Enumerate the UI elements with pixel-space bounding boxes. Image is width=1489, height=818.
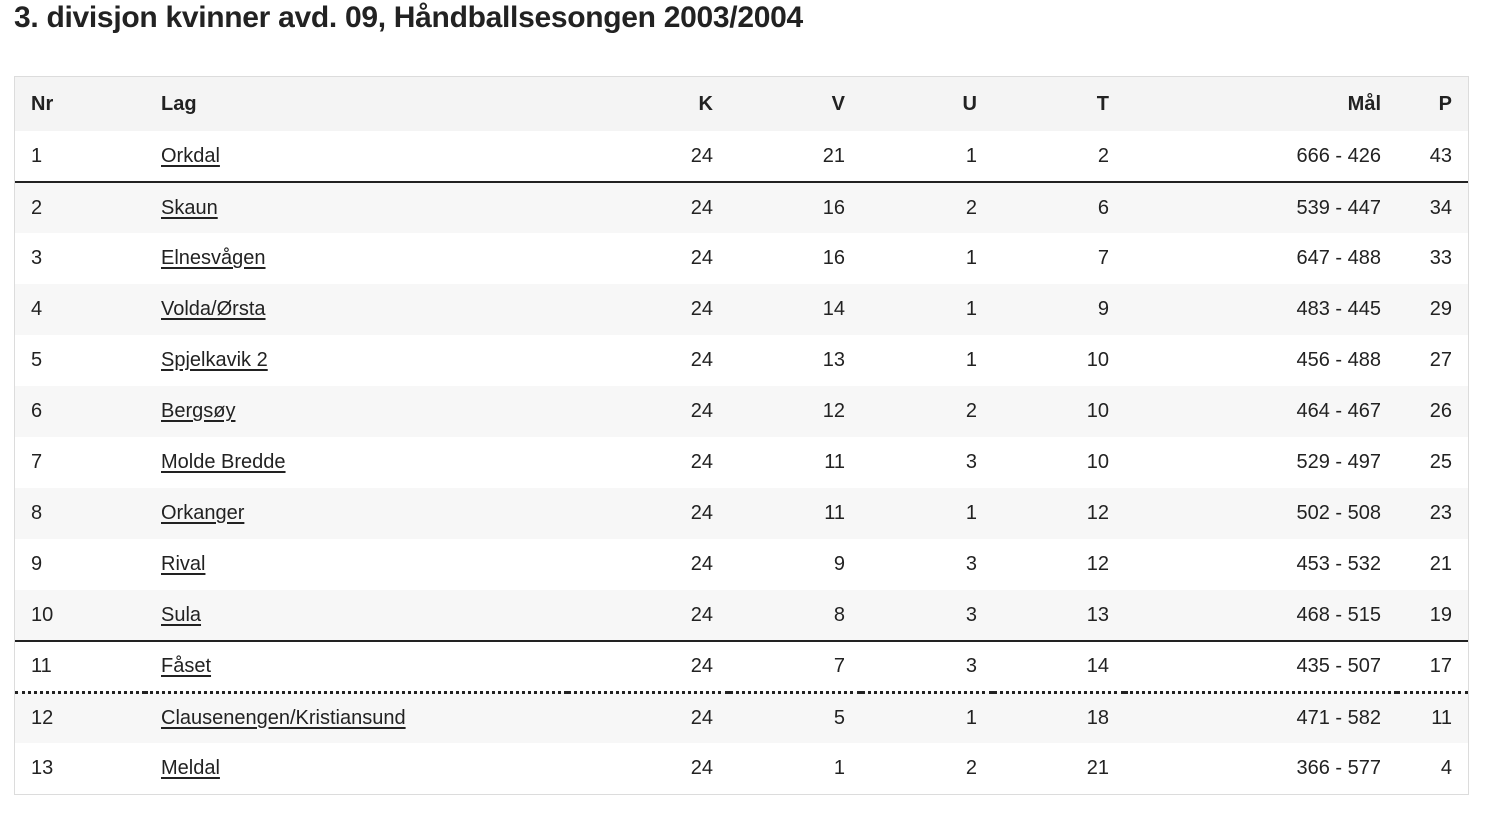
cell-u: 3	[861, 641, 993, 692]
cell-v: 7	[729, 641, 861, 692]
header-lag: Lag	[161, 92, 197, 115]
cell-mal: 453 - 532	[1296, 553, 1381, 575]
cell-nr: 5	[31, 349, 43, 371]
cell-nr: 11	[15, 641, 145, 692]
team-link[interactable]: Orkanger	[161, 502, 245, 524]
table-row	[15, 131, 1468, 182]
cell-mal: 468 - 515	[1125, 590, 1397, 641]
table-row	[15, 386, 1468, 437]
table-row	[15, 182, 1468, 233]
cell-u: 1	[965, 298, 977, 320]
cell-lag	[145, 131, 567, 182]
cell-k: 24	[690, 553, 713, 575]
header-p: P	[1438, 92, 1452, 115]
cell-t: 13	[993, 590, 1125, 641]
cell-k: 24	[690, 400, 713, 422]
cell-k: 24	[690, 451, 713, 473]
cell-v: 11	[824, 502, 845, 524]
cell-k: 24	[690, 706, 713, 729]
cell-k: 24	[567, 590, 729, 641]
cell-p: 17	[1397, 641, 1468, 692]
team-link[interactable]: Meldal	[161, 757, 220, 779]
cell-k: 24	[567, 641, 729, 692]
cell-nr: 2	[31, 196, 43, 219]
team-link[interactable]: Orkdal	[161, 144, 220, 167]
cell-t: 2	[993, 131, 1125, 182]
cell-p: 34	[1429, 196, 1452, 219]
cell-u: 2	[965, 196, 977, 219]
cell-lag	[145, 692, 567, 743]
cell-mal: 539 - 447	[1296, 196, 1381, 219]
cell-u: 3	[965, 553, 977, 575]
cell-p: 33	[1429, 247, 1452, 269]
cell-k: 24	[567, 131, 729, 182]
cell-lag	[145, 743, 567, 794]
header-k: K	[698, 92, 713, 115]
table-row	[15, 437, 1468, 488]
cell-v: 12	[822, 400, 845, 422]
cell-t: 10	[1086, 400, 1109, 422]
cell-p: 26	[1429, 400, 1452, 422]
cell-mal: 366 - 577	[1296, 757, 1381, 779]
cell-lag	[145, 539, 567, 590]
cell-mal: 464 - 467	[1296, 400, 1381, 422]
cell-nr: 3	[31, 247, 43, 269]
cell-nr: 12	[31, 706, 54, 729]
cell-mal: 435 - 507	[1125, 641, 1397, 692]
header-nr: Nr	[31, 92, 54, 115]
cell-lag	[145, 437, 567, 488]
table-header-row	[15, 77, 1468, 131]
cell-t: 12	[1086, 553, 1109, 575]
team-link[interactable]: Fåset	[161, 654, 212, 677]
cell-p: 43	[1397, 131, 1468, 182]
cell-nr: 7	[31, 451, 43, 473]
cell-v: 5	[833, 706, 845, 729]
table-row	[15, 743, 1468, 794]
table-row	[15, 692, 1468, 743]
cell-lag	[145, 641, 567, 692]
cell-lag	[145, 182, 567, 233]
cell-k: 24	[690, 298, 713, 320]
cell-lag	[145, 488, 567, 539]
team-link[interactable]: Sula	[161, 603, 202, 626]
cell-k: 24	[690, 196, 713, 219]
cell-t: 7	[1097, 247, 1109, 269]
cell-nr: 4	[31, 298, 43, 320]
table-row	[15, 233, 1468, 284]
cell-nr: 8	[31, 502, 43, 524]
cell-u: 2	[965, 400, 977, 422]
cell-u: 3	[965, 451, 977, 473]
team-link[interactable]: Spjelkavik 2	[161, 349, 268, 371]
cell-v: 16	[822, 196, 845, 219]
cell-p: 4	[1440, 757, 1452, 779]
table-row	[15, 335, 1468, 386]
standings-table-container	[14, 76, 1469, 795]
cell-mal: 456 - 488	[1296, 349, 1381, 371]
cell-nr: 9	[31, 553, 43, 575]
cell-t: 6	[1097, 196, 1109, 219]
cell-lag	[145, 386, 567, 437]
team-link[interactable]: Molde Bredde	[161, 451, 286, 473]
cell-v: 9	[833, 553, 845, 575]
cell-t: 9	[1097, 298, 1109, 320]
cell-mal: 529 - 497	[1296, 451, 1381, 473]
cell-lag	[145, 233, 567, 284]
cell-p: 21	[1429, 553, 1452, 575]
cell-u: 3	[861, 590, 993, 641]
cell-p: 29	[1429, 298, 1452, 320]
cell-k: 24	[690, 757, 713, 779]
team-link[interactable]: Elnesvågen	[161, 247, 266, 269]
header-t: T	[1096, 92, 1109, 115]
cell-mal: 483 - 445	[1296, 298, 1381, 320]
cell-mal: 666 - 426	[1125, 131, 1397, 182]
cell-v: 1	[833, 757, 845, 779]
cell-u: 2	[965, 757, 977, 779]
team-link[interactable]: Volda/Ørsta	[161, 298, 266, 320]
cell-v: 11	[824, 451, 845, 473]
team-link[interactable]: Skaun	[161, 196, 218, 219]
cell-t: 10	[1086, 451, 1109, 473]
header-u: U	[962, 92, 977, 115]
header-v: V	[831, 92, 845, 115]
cell-k: 24	[690, 247, 713, 269]
team-link[interactable]: Rival	[161, 553, 206, 575]
standings-table	[15, 77, 1468, 794]
cell-v: 14	[822, 298, 845, 320]
cell-p: 23	[1429, 502, 1452, 524]
cell-t: 18	[1086, 706, 1109, 729]
cell-t: 12	[1086, 502, 1109, 524]
table-row	[15, 641, 1468, 692]
table-row	[15, 488, 1468, 539]
cell-k: 24	[690, 502, 713, 524]
table-row	[15, 539, 1468, 590]
header-mal: Mål	[1347, 92, 1381, 115]
cell-t: 10	[1086, 349, 1109, 371]
cell-v: 8	[729, 590, 861, 641]
cell-u: 1	[965, 706, 977, 729]
cell-lag	[145, 284, 567, 335]
cell-mal: 647 - 488	[1296, 247, 1381, 269]
cell-nr: 13	[31, 757, 54, 779]
cell-v: 13	[822, 349, 845, 371]
page-title: 3. divisjon kvinner avd. 09, Håndballsesongen 2003/2004	[14, 1, 803, 34]
cell-p: 19	[1397, 590, 1468, 641]
cell-p: 11	[1431, 706, 1452, 729]
cell-p: 27	[1429, 349, 1452, 371]
cell-nr: 10	[15, 590, 145, 641]
cell-u: 1	[861, 131, 993, 182]
cell-u: 1	[965, 502, 977, 524]
cell-mal: 471 - 582	[1296, 706, 1381, 729]
team-link[interactable]: Bergsøy	[161, 400, 236, 422]
cell-p: 25	[1429, 451, 1452, 473]
cell-t: 21	[1086, 757, 1109, 779]
cell-u: 1	[965, 349, 977, 371]
table-row	[15, 284, 1468, 335]
cell-k: 24	[690, 349, 713, 371]
cell-nr: 6	[31, 400, 43, 422]
cell-nr: 1	[15, 131, 145, 182]
cell-lag	[145, 590, 567, 641]
cell-u: 1	[965, 247, 977, 269]
table-row	[15, 590, 1468, 641]
cell-t: 14	[993, 641, 1125, 692]
cell-v: 21	[729, 131, 861, 182]
team-link[interactable]: Clausenengen/Kristiansund	[161, 706, 406, 729]
cell-mal: 502 - 508	[1296, 502, 1381, 524]
cell-v: 16	[822, 247, 845, 269]
cell-lag	[145, 335, 567, 386]
